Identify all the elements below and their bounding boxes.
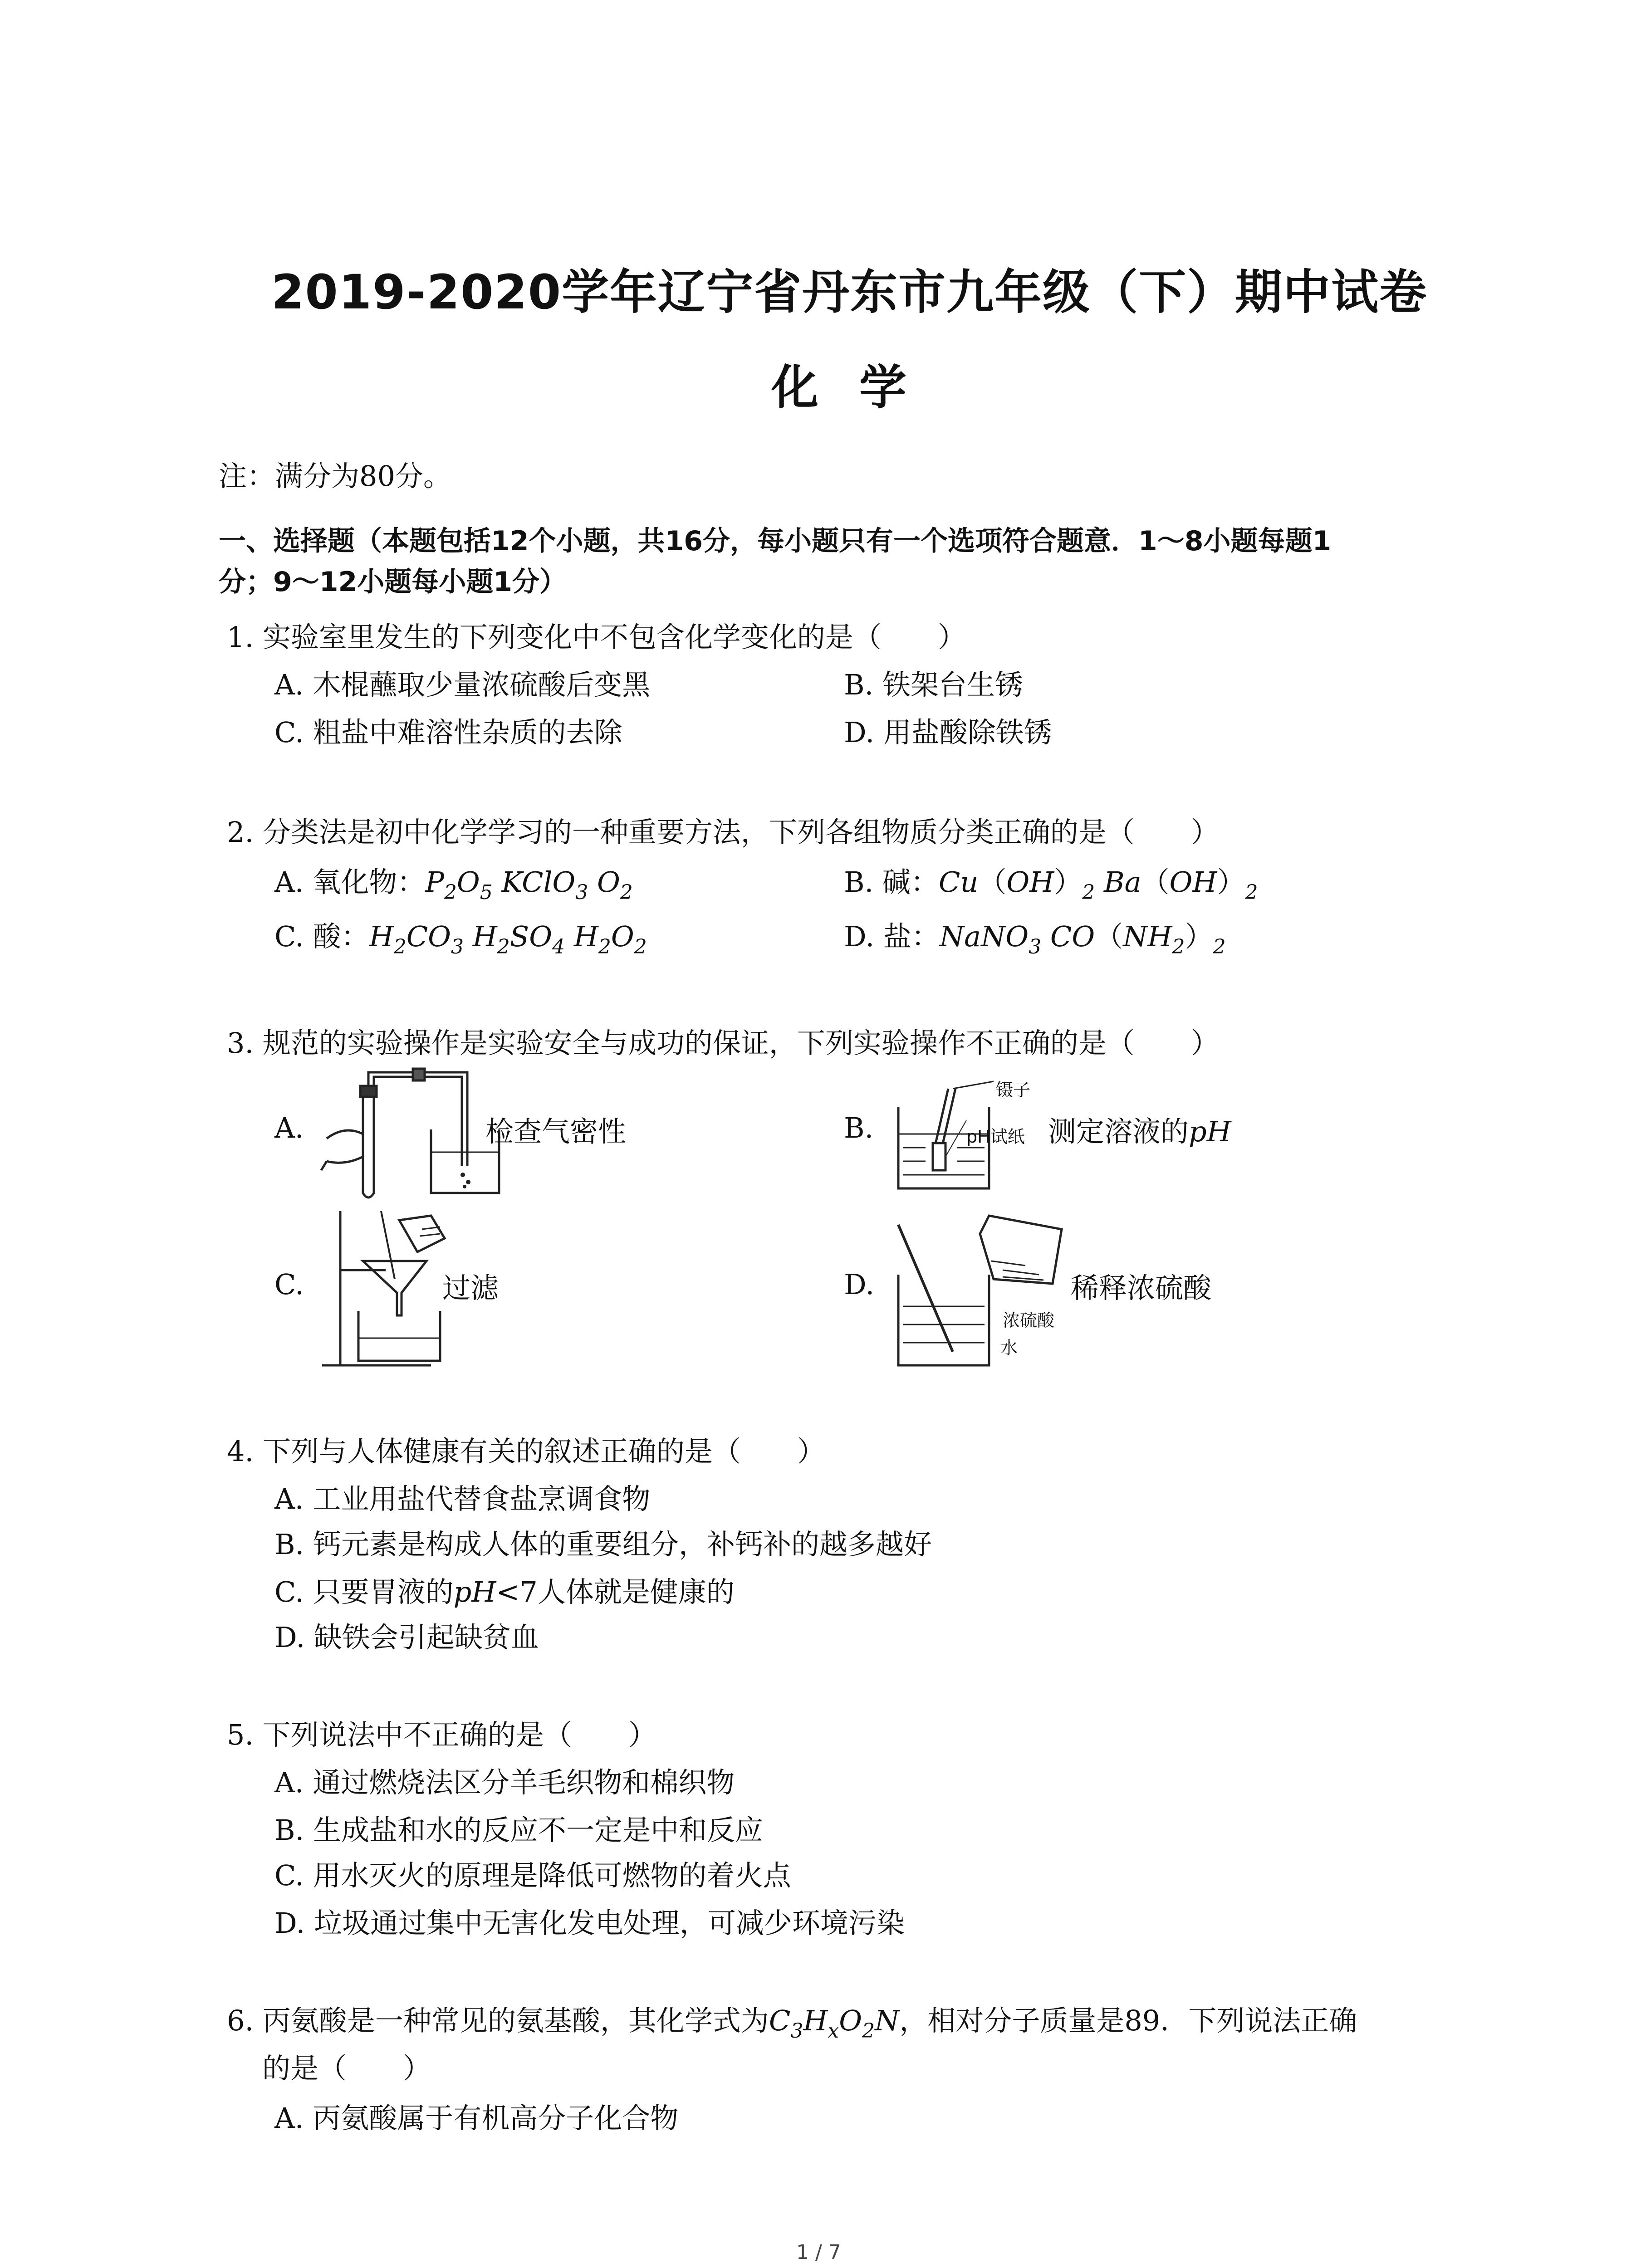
- section-heading-line1: 一、选择题（本题包括12个小题，共16分，每小题只有一个选项符合题意．1～8小题每题1: [219, 525, 1332, 557]
- q4-option-c-pre: C. 只要胃液的: [274, 1575, 454, 1608]
- q3-b-label-tweezers: 镊子: [996, 1080, 1031, 1100]
- q1-option-d: D. 用盐酸除铁锈: [844, 716, 1052, 749]
- q2-option-a-label: A. 氧化物：: [274, 865, 426, 899]
- q3-option-d-text: 稀释浓硫酸: [1071, 1271, 1212, 1305]
- q3-b-label-ph-paper: pH试纸: [966, 1127, 1025, 1147]
- q3-option-a-text: 检查气密性: [485, 1115, 627, 1148]
- q2-option-a: [274, 860, 633, 904]
- q6-stem-line2: 的是（ ）: [262, 2052, 431, 2085]
- q2-option-c-formula: $H_2CO_3$ $H_2SO_4$ $H_2O_2$: [369, 920, 647, 958]
- section-heading-line2: 分；9～12小题每小题1分）: [219, 566, 567, 598]
- q4-option-d: D. 缺铁会引起缺贫血: [274, 1621, 539, 1654]
- q6-formula: $C_3H_xO_2N$: [769, 2004, 900, 2043]
- q6-stem-pre: 6. 丙氨酸是一种常见的氨基酸，其化学式为: [227, 2004, 769, 2037]
- q5-option-a: A. 通过燃烧法区分羊毛织物和棉织物: [274, 1766, 735, 1799]
- q5-stem: 5. 下列说法中不正确的是（ ）: [227, 1718, 656, 1751]
- q3-option-b-text: [1048, 1109, 1231, 1149]
- q2-option-c-label: C. 酸：: [274, 920, 369, 953]
- q3-option-b-text-main: 测定溶液的: [1048, 1115, 1189, 1148]
- q3-option-b-ph: pH: [1189, 1115, 1231, 1148]
- q2-stem: 2. 分类法是初中化学学习的一种重要方法，下列各组物质分类正确的是（ ）: [227, 816, 1219, 849]
- dilution-figure: [889, 1207, 1080, 1374]
- q3-d-label-water: 水: [1000, 1338, 1018, 1358]
- q4-option-b: B. 钙元素是构成人体的重要组分，补钙补的越多越好: [274, 1528, 932, 1561]
- q3-stem: 3. 规范的实验操作是实验安全与成功的保证，下列实验操作不正确的是（ ）: [227, 1026, 1219, 1060]
- q3-d-label-acid: 浓硫酸: [1003, 1310, 1055, 1330]
- q1-option-c: C. 粗盐中难溶性杂质的去除: [274, 716, 622, 749]
- subject-title: 化学: [771, 360, 948, 415]
- q4-option-c-post: <7人体就是健康的: [496, 1575, 735, 1608]
- q3-option-a-letter: A.: [274, 1111, 304, 1144]
- q4-stem: 4. 下列与人体健康有关的叙述正确的是（ ）: [227, 1435, 825, 1468]
- q3-option-c-letter: C.: [274, 1268, 304, 1301]
- q2-option-c: [274, 914, 647, 958]
- q5-option-b: B. 生成盐和水的反应不一定是中和反应: [274, 1813, 763, 1847]
- q4-option-a: A. 工业用盐代替食盐烹调食物: [274, 1482, 651, 1515]
- q1-option-a: A. 木棍蘸取少量浓硫酸后变黑: [274, 668, 651, 701]
- q2-option-d: [844, 914, 1226, 958]
- q6-stem: [227, 1998, 1357, 2043]
- q6-stem-post: ，相对分子质量是89．下列说法正确: [899, 2004, 1357, 2037]
- q2-option-b-formula: $Cu(OH)_2$ $Ba(OH)_2$: [938, 865, 1258, 904]
- q5-option-d: D. 垃圾通过集中无害化发电处理，可减少环境污染: [274, 1906, 905, 1940]
- q2-option-a-formula: $P_2O_5$ KClO$_3$ $O_2$: [425, 865, 633, 904]
- q3-option-d-letter: D.: [844, 1268, 875, 1301]
- airtightness-check-figure: [318, 1066, 508, 1207]
- q5-option-c: C. 用水灭火的原理是降低可燃物的着火点: [274, 1859, 791, 1892]
- q6-option-a: A. 丙氨酸属于有机高分子化合物: [274, 2102, 679, 2135]
- q4-option-c-ph: pH: [453, 1575, 496, 1608]
- q2-option-d-label: D. 盐：: [844, 920, 940, 953]
- q3-option-b-letter: B.: [844, 1111, 874, 1144]
- page-number: 1 / 7: [796, 2241, 841, 2264]
- q3-option-c-text: 过滤: [442, 1271, 499, 1305]
- q2-option-b: [844, 860, 1258, 904]
- q2-option-d-formula: NaNO$_3$ $CO(NH_2)_2$: [939, 920, 1226, 958]
- q4-option-c: [274, 1569, 735, 1610]
- page-title: 2019-2020学年辽宁省丹东市九年级（下）期中试卷: [271, 264, 1428, 320]
- score-note: 注：满分为80分。: [219, 459, 451, 493]
- q2-option-b-label: B. 碱：: [844, 865, 939, 899]
- q1-stem: 1. 实验室里发生的下列变化中不包含化学变化的是（ ）: [227, 621, 966, 654]
- q1-option-b: B. 铁架台生锈: [844, 668, 1023, 701]
